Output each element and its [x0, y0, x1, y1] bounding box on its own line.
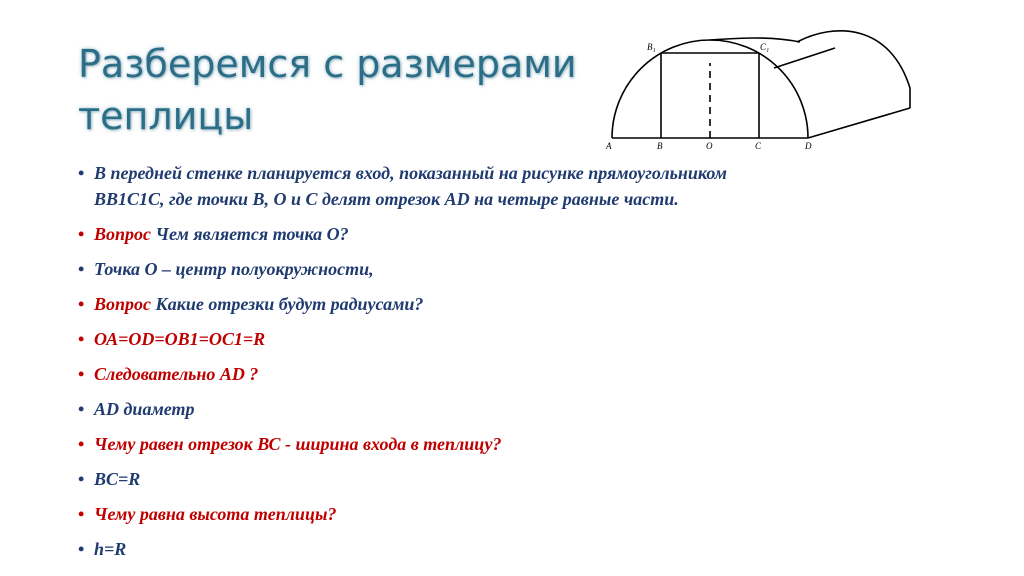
- bullet-prefix: Вопрос: [94, 294, 152, 314]
- label-A: A: [606, 141, 612, 151]
- list-item: [76, 291, 976, 317]
- bullet-icon: •: [78, 259, 85, 279]
- bullet-prefix: Вопрос: [94, 224, 152, 244]
- title-line-2: теплицы: [78, 94, 254, 138]
- label-D: D: [805, 141, 812, 151]
- list-item: [76, 396, 976, 422]
- bullet-text: ОА=OD=OB1=OC1=R: [94, 329, 266, 349]
- bullet-text: h=R: [94, 539, 127, 559]
- list-item: [76, 361, 976, 387]
- label-B1: B₁: [647, 42, 656, 52]
- bullet-text: Чему равна высота теплицы?: [94, 504, 337, 524]
- bullet-icon: •: [78, 364, 85, 384]
- list-item: [76, 466, 976, 492]
- bullet-icon: •: [78, 434, 85, 454]
- bullet-text-line-2: BB1C1C, где точки B, O и C делят отрезок AD на четыре равные части.: [94, 189, 679, 209]
- bullet-text-line-1: В передней стенке планируется вход, показанный на рисунке прямоугольником: [94, 163, 727, 183]
- bullet-text: BC=R: [94, 469, 141, 489]
- bullet-icon: •: [78, 294, 85, 314]
- list-item: [76, 160, 976, 212]
- bullet-text: Точка О – центр полуокружности,: [94, 259, 374, 279]
- label-B: B: [657, 141, 663, 151]
- bullet-text: AD диаметр: [94, 399, 195, 419]
- bullet-text: Следовательно AD ?: [94, 364, 259, 384]
- list-item: [76, 256, 976, 282]
- back-arc: [797, 31, 910, 108]
- bullet-list: [76, 160, 976, 562]
- list-item: [76, 501, 976, 527]
- bullet-icon: •: [78, 399, 85, 419]
- label-C1: C₁: [760, 42, 770, 52]
- bullet-icon: •: [78, 504, 85, 524]
- bottom-right-line: [808, 108, 910, 138]
- list-item: [76, 221, 976, 247]
- bullet-text: Чем является точка О?: [151, 224, 349, 244]
- bullet-icon: •: [78, 224, 85, 244]
- list-item: [76, 326, 976, 352]
- bullet-icon: •: [78, 539, 85, 559]
- bullet-text: Чему равен отрезок ВС - ширина входа в теплицу?: [94, 434, 502, 454]
- bullet-text: Какие отрезки будут радиусами?: [151, 294, 424, 314]
- slide-title: [78, 38, 577, 142]
- bullet-icon: •: [78, 469, 85, 489]
- side-line-1: [774, 48, 835, 68]
- list-item: [76, 431, 976, 457]
- label-O: O: [706, 141, 713, 151]
- title-line-1: Разберемся с размерами: [78, 42, 577, 86]
- bullet-icon: •: [78, 163, 85, 183]
- label-C: C: [755, 141, 762, 151]
- list-item: [76, 536, 976, 562]
- bullet-icon: •: [78, 329, 85, 349]
- greenhouse-diagram: [600, 28, 930, 158]
